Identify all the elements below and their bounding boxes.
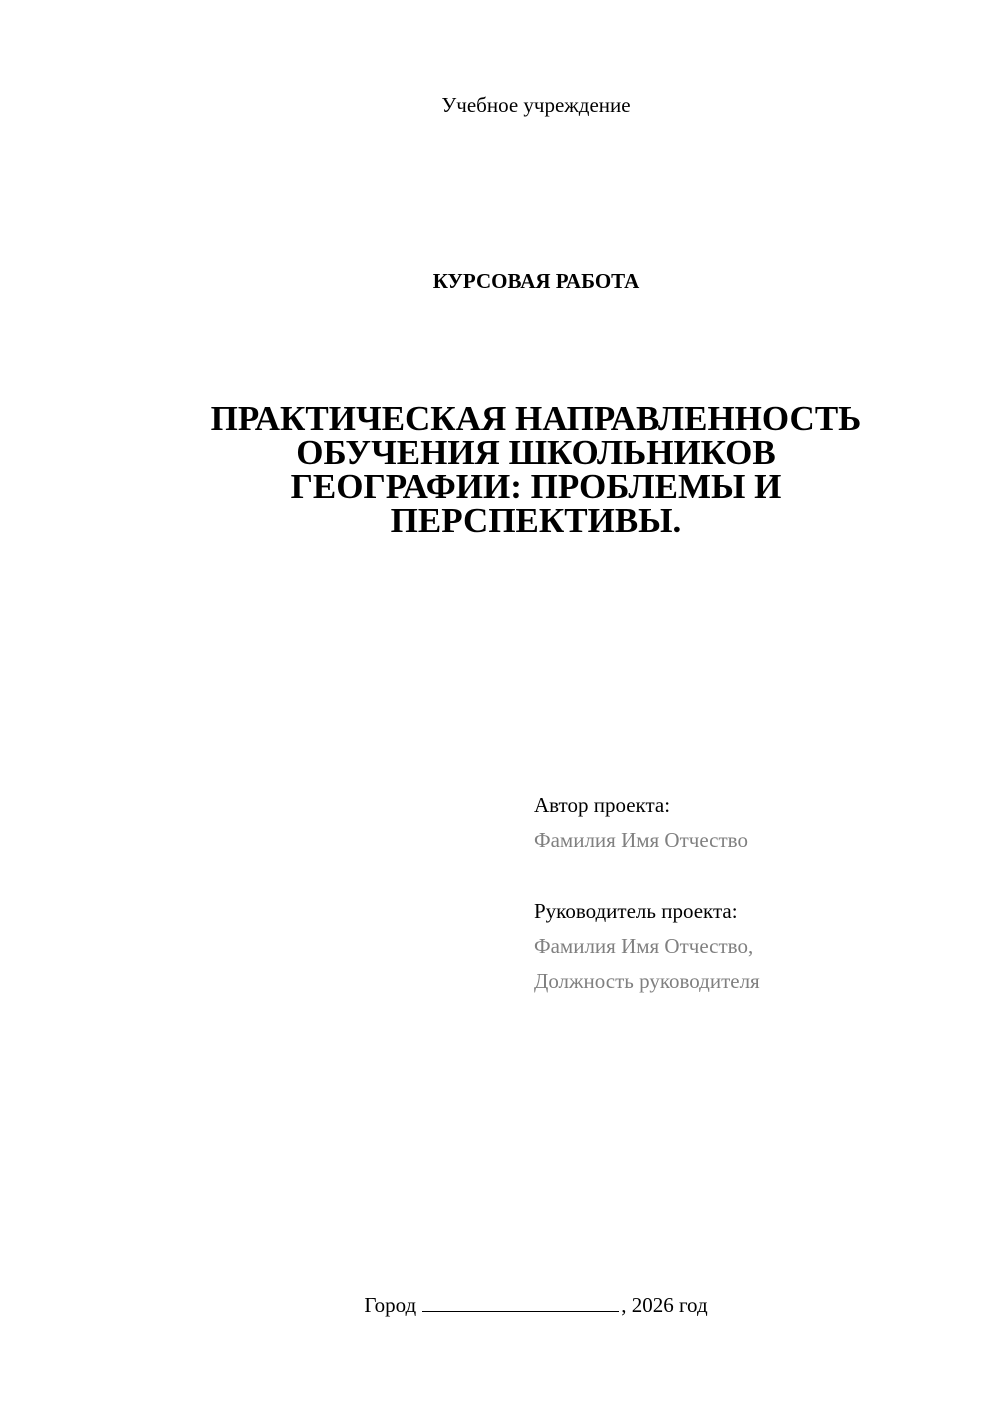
supervisor-name: Фамилия Имя Отчество, bbox=[534, 934, 754, 958]
document-title bbox=[100, 399, 972, 540]
author-name: Фамилия Имя Отчество bbox=[534, 828, 748, 852]
title-line: ОБУЧЕНИЯ ШКОЛЬНИКОВ bbox=[296, 433, 776, 472]
footer-city-year bbox=[0, 1291, 1000, 1318]
author-label: Автор проекта: bbox=[534, 793, 671, 817]
credits-spacer bbox=[534, 858, 974, 894]
credits-block bbox=[534, 788, 974, 999]
supervisor-position: Должность руководителя bbox=[534, 969, 760, 993]
work-type-heading: КУРСОВАЯ РАБОТА bbox=[432, 269, 640, 293]
institution-name: Учебное учреждение bbox=[441, 93, 631, 117]
supervisor-label: Руководитель проекта: bbox=[534, 899, 738, 923]
year-text: , 2026 год bbox=[621, 1293, 708, 1317]
title-line: ПЕРСПЕКТИВЫ. bbox=[390, 501, 682, 540]
title-line: ПРАКТИЧЕСКАЯ НАПРАВЛЕННОСТЬ bbox=[210, 399, 862, 438]
city-blank-line bbox=[422, 1291, 619, 1312]
title-line: ГЕОГРАФИИ: ПРОБЛЕМЫ И bbox=[290, 467, 782, 506]
city-label: Город bbox=[364, 1293, 417, 1317]
